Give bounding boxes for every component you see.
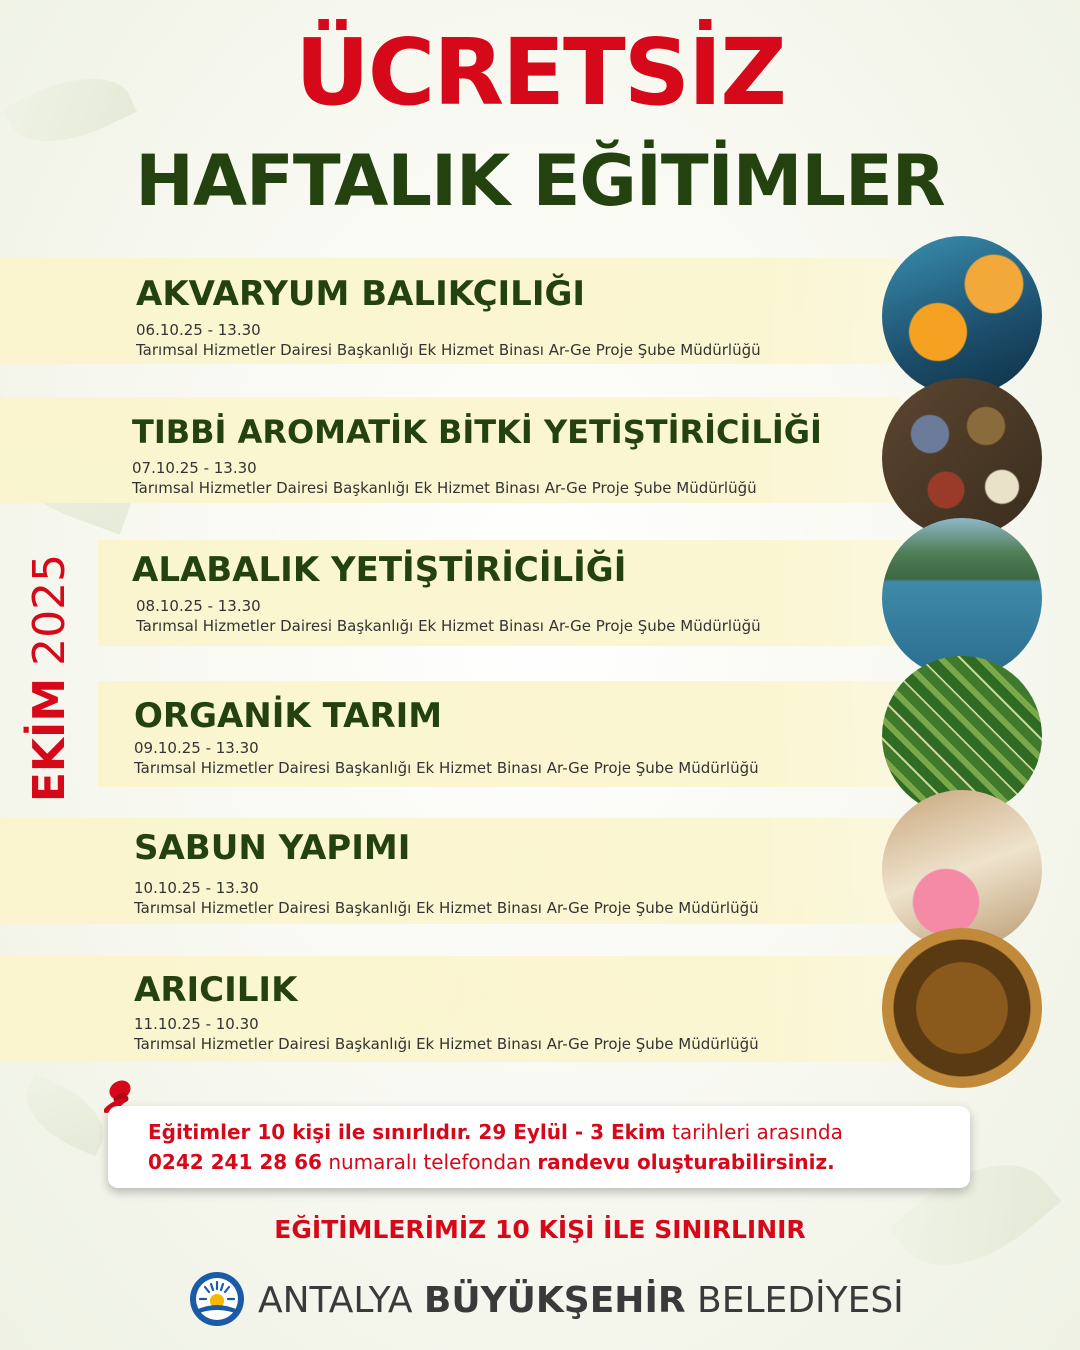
course-item [132,550,872,636]
course-date: 10.10.25 - 13.30 [134,879,259,897]
course-item [134,828,874,918]
notice-appointment: randevu oluşturabilirsiniz. [537,1150,835,1174]
limit-text: EĞİTİMLERİMİZ 10 KİŞİ İLE SINIRLINIR [274,1215,806,1244]
logo-word-3: BELEDİYESİ [685,1280,904,1321]
course-place: Tarımsal Hizmetler Dairesi Başkanlığı Ek Hizmet Binası Ar-Ge Proje Şube Müdürlüğü [134,1035,759,1053]
honeycomb-photo [882,928,1042,1088]
course-item [136,274,876,360]
course-place: Tarımsal Hizmetler Dairesi Başkanlığı Ek Hizmet Binası Ar-Ge Proje Şube Müdürlüğü [134,759,759,777]
leaf-decoration [14,1073,117,1156]
notice-line-2 [148,1147,948,1177]
course-date: 09.10.25 - 13.30 [134,739,259,757]
title-weekly-trainings: HAFTALIK EĞİTİMLER [135,140,945,222]
municipality-logo-icon [188,1270,246,1328]
notice-phone[interactable]: 0242 241 28 66 [148,1150,322,1174]
course-date: 06.10.25 - 13.30 [136,321,261,339]
course-item [134,970,874,1054]
notice-limit-dates: Eğitimler 10 kişi ile sınırlıdır. 29 Eylül - 3 Ekim [148,1120,666,1144]
year-text: 2025 [24,553,75,666]
course-place: Tarımsal Hizmetler Dairesi Başkanlığı Ek Hizmet Binası Ar-Ge Proje Şube Müdürlüğü [136,341,761,359]
course-date: 11.10.25 - 10.30 [134,1015,259,1033]
course-name: ORGANİK TARIM [134,696,443,736]
notice-line-1 [148,1117,948,1147]
soap-mold-photo [882,790,1042,950]
notice-phone-text: numaralı telefondan [321,1150,538,1174]
course-date: 08.10.25 - 13.30 [136,597,261,615]
course-name: AKVARYUM BALIKÇILIĞI [136,274,586,314]
herbs-photo [882,378,1042,538]
course-place: Tarımsal Hizmetler Dairesi Başkanlığı Ek Hizmet Binası Ar-Ge Proje Şube Müdürlüğü [134,899,759,917]
course-name: ARICILIK [134,970,298,1010]
course-name: ALABALIK YETİŞTİRİCİLİĞİ [132,550,627,590]
course-place: Tarımsal Hizmetler Dairesi Başkanlığı Ek Hizmet Binası Ar-Ge Proje Şube Müdürlüğü [136,617,761,635]
course-item [132,412,872,498]
course-name: TIBBİ AROMATİK BİTKİ YETİŞTİRİCİLİĞİ [132,413,822,451]
logo-word-1: ANTALYA [258,1280,424,1321]
lake-fish-farm-photo [882,518,1042,678]
notice-box [108,1106,970,1188]
course-date: 07.10.25 - 13.30 [132,459,257,477]
title-free: ÜCRETSİZ [295,19,785,126]
course-place: Tarımsal Hizmetler Dairesi Başkanlığı Ek Hizmet Binası Ar-Ge Proje Şube Müdürlüğü [132,479,757,497]
month-text: EKİM [24,677,75,803]
municipality-name [258,1278,904,1324]
side-month-label [0,548,100,808]
logo-word-2: BÜYÜKŞEHİR [423,1280,686,1321]
course-item [134,696,874,778]
goldfish-photo [882,236,1042,396]
course-name: SABUN YAPIMI [134,828,411,868]
notice-dates-text: tarihleri arasında [665,1120,843,1144]
